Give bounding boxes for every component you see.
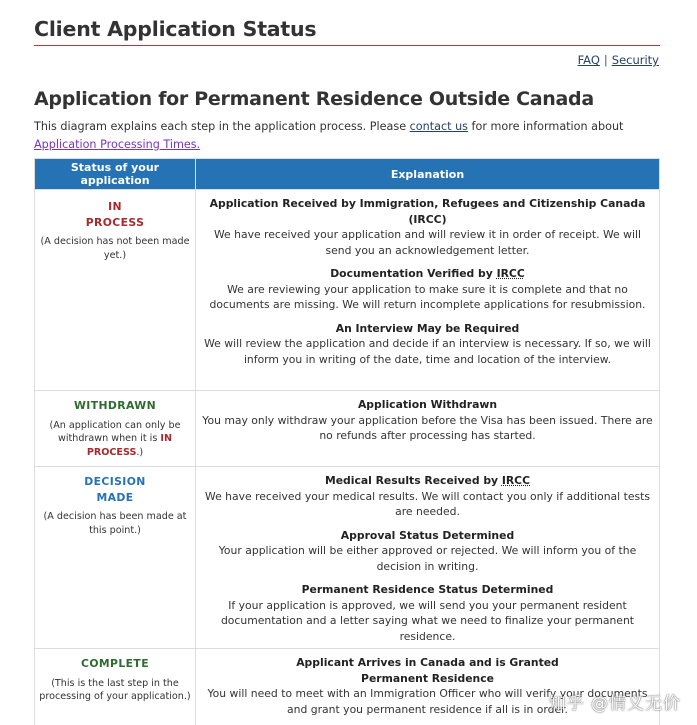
status-note-emphasis: IN PROCESS xyxy=(86,433,172,458)
section-heading: Application for Permanent Residence Outside Canada xyxy=(34,88,594,110)
step-text: You will need to meet with an Immigration Officer who will verify your documents and grant you permanent residence if all is in order. xyxy=(207,687,648,716)
status-note-text: (An application can only be withdrawn when it is xyxy=(49,419,181,444)
step-title: An Interview May be Required xyxy=(335,321,520,335)
status-cell xyxy=(35,467,196,649)
explanation-cell xyxy=(196,467,660,649)
table-row-in-process xyxy=(35,190,660,391)
step-text: We are reviewing your application to make sure it is complete and that no documents are missing. We will return incomplete applications for resubmission. xyxy=(209,282,646,311)
explanation-cell xyxy=(196,391,660,467)
security-link[interactable]: Security xyxy=(611,53,659,67)
column-header-status: Status of your application xyxy=(35,159,196,190)
step-title-text: Medical Results Received by xyxy=(324,474,502,487)
status-label xyxy=(39,199,191,230)
title-divider xyxy=(34,45,660,46)
step-text: You may only withdraw your application before the Visa has been issued. There are no refunds after processing has started. xyxy=(202,413,653,442)
status-label-line2: MADE xyxy=(96,490,134,504)
step-text: We have received your application and will review it in order of receipt. We will send you an acknowledgement letter. xyxy=(214,228,641,257)
step-text: We have received your medical results. We will contact you only if additional tests are needed. xyxy=(205,489,650,518)
table-row-withdrawn xyxy=(35,391,660,467)
status-cell xyxy=(35,190,196,391)
intro-text: This diagram explains each step in the application process. Please xyxy=(34,120,410,133)
step-text: If your application is approved, we will send you your permanent resident documentation and a letter saying what we need to finalize your permanent residence. xyxy=(220,598,635,643)
ircc-abbreviation: IRCC xyxy=(496,267,525,280)
step-title-text: Documentation Verified by xyxy=(330,267,497,280)
step-title: Application Withdrawn xyxy=(357,398,498,411)
explanation-cell xyxy=(196,190,660,391)
status-note: (A decision has been made at this point.) xyxy=(43,511,187,536)
watermark: 知乎 @情义无价 xyxy=(548,694,681,714)
step-title: Applicant Arrives in Canada and is Granted Permanent Residence xyxy=(296,656,559,685)
table-header-row xyxy=(35,159,660,190)
status-label-line1: IN xyxy=(108,200,122,213)
top-links xyxy=(578,53,659,67)
status-label-line1: DECISION xyxy=(84,475,146,488)
status-note: (This is the last step in the processing of your application.) xyxy=(39,677,191,702)
status-cell xyxy=(35,649,196,725)
step-title: Permanent Residence Status Determined xyxy=(301,583,554,596)
status-label: WITHDRAWN xyxy=(73,399,157,412)
status-note xyxy=(39,419,191,460)
status-label: COMPLETE xyxy=(81,657,149,670)
step-title xyxy=(202,473,653,489)
status-label xyxy=(39,474,191,505)
table-row-decision-made xyxy=(35,467,660,649)
step-title xyxy=(202,266,653,282)
intro-paragraph xyxy=(34,118,664,153)
step-text: Your application will be either approved or rejected. We will inform you of the decision in writing. xyxy=(218,544,637,573)
processing-times-link[interactable]: Application Processing Times. xyxy=(34,137,201,151)
status-note-end: .) xyxy=(136,446,144,458)
link-separator: | xyxy=(603,53,608,67)
ircc-abbreviation: IRCC xyxy=(501,474,531,487)
status-cell xyxy=(35,391,196,467)
page-title: Client Application Status xyxy=(34,17,317,41)
contact-us-link[interactable]: contact us xyxy=(409,120,468,133)
step-title: Approval Status Determined xyxy=(340,528,515,542)
status-table xyxy=(34,158,660,725)
step-title: Application Received by Immigration, Refugees and Citizenship Canada (IRCC) xyxy=(209,197,646,226)
status-note: (A decision has not been made yet.) xyxy=(40,236,190,261)
intro-text-middle: for more information about xyxy=(468,120,624,133)
column-header-explanation: Explanation xyxy=(196,159,660,190)
faq-link[interactable]: FAQ xyxy=(577,53,600,67)
step-text: We will review the application and decide if an interview is necessary. If so, we will inform you in writing of the date, time and location of the interview. xyxy=(204,337,651,366)
status-label-line2: PROCESS xyxy=(85,215,145,229)
